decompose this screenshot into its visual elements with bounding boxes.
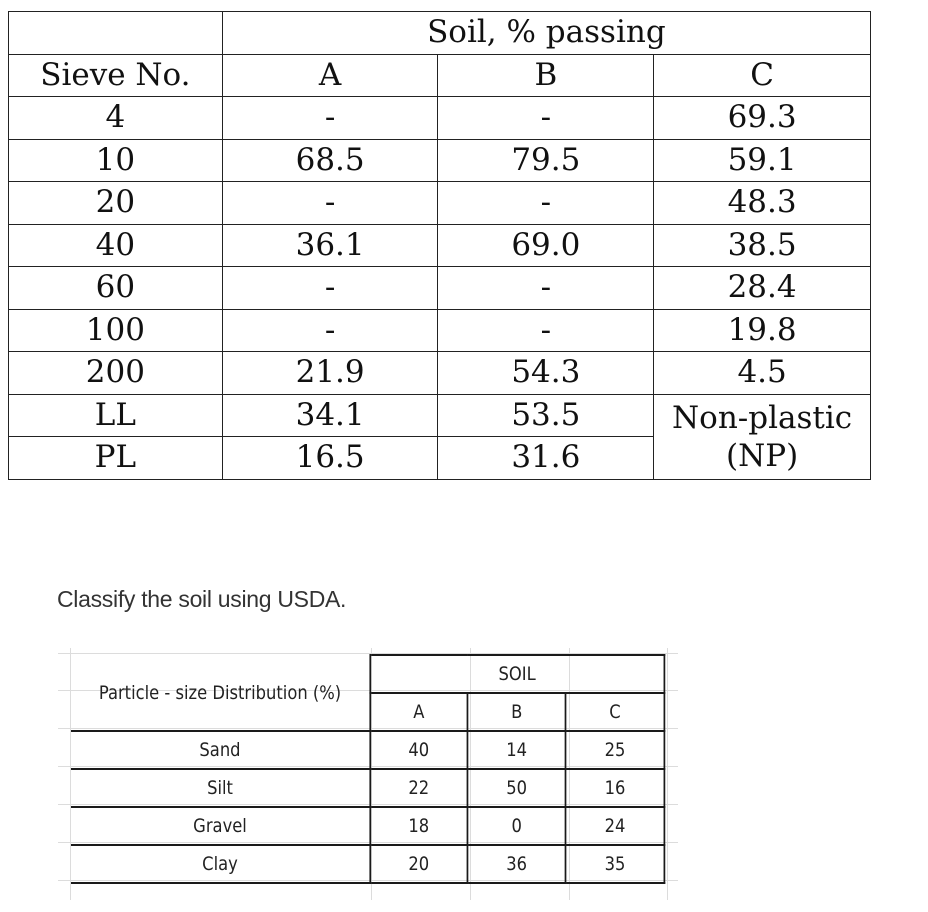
soil-c-header: C [566,693,665,731]
soil-b-header: B [468,693,566,731]
soil-a-header: A [222,54,438,97]
table-row [71,845,664,883]
table-row [71,731,664,769]
non-plastic-cell [654,394,871,479]
value-cell: 35 [566,845,665,883]
table-header-row [9,12,871,55]
value-cell: 48.3 [654,182,871,225]
question-text: Classify the soil using USDA. [57,586,347,612]
value-cell: 50 [468,769,566,807]
sieve-analysis-table [8,11,871,480]
value-cell: 25 [566,731,665,769]
sieve-cell: 4 [9,97,223,140]
sieve-cell: 60 [9,267,223,310]
np-line-2: (NP) [726,437,799,474]
fraction-label: Gravel [71,807,370,845]
value-cell: - [438,309,654,352]
soil-a-header: A [370,693,468,731]
value-cell: 59.1 [654,139,871,182]
table-row [71,807,664,845]
sieve-cell: 200 [9,352,223,395]
soil-c-header: C [654,54,871,97]
value-cell: - [438,97,654,140]
table-header-row [71,655,664,693]
table-row [9,309,871,352]
value-cell: 14 [468,731,566,769]
soil-passing-header: Soil, % passing [222,12,870,55]
value-cell: 69.0 [438,224,654,267]
sieve-no-header: Sieve No. [9,54,223,97]
table-row [9,267,871,310]
sieve-cell: 20 [9,182,223,225]
empty-corner-cell [9,12,223,55]
value-cell: 53.5 [438,394,654,437]
value-cell: 4.5 [654,352,871,395]
value-cell: - [438,182,654,225]
grid-line [667,648,668,900]
value-cell: 79.5 [438,139,654,182]
value-cell: 31.6 [438,437,654,480]
value-cell: 22 [370,769,468,807]
value-cell: - [222,267,438,310]
table-row [9,394,871,437]
value-cell: 40 [370,731,468,769]
value-cell: - [222,309,438,352]
ll-label: LL [9,394,223,437]
pl-label: PL [9,437,223,480]
value-cell: 16.5 [222,437,438,480]
table-row [9,97,871,140]
soil-group-header: SOIL [370,655,665,693]
table-row [9,352,871,395]
value-cell: 36.1 [222,224,438,267]
value-cell: 24 [566,807,665,845]
value-cell: 19.8 [654,309,871,352]
value-cell: 18 [370,807,468,845]
table-header-row [9,54,871,97]
value-cell: 54.3 [438,352,654,395]
fraction-label: Clay [71,845,370,883]
sieve-cell: 40 [9,224,223,267]
value-cell: 36 [468,845,566,883]
particle-size-table [71,654,665,884]
value-cell: 16 [566,769,665,807]
value-cell: 28.4 [654,267,871,310]
value-cell: 0 [468,807,566,845]
table-row [9,182,871,225]
value-cell: 34.1 [222,394,438,437]
value-cell: 38.5 [654,224,871,267]
particle-size-header: Particle - size Distribution (%) [71,655,370,731]
sieve-cell: 100 [9,309,223,352]
value-cell: - [222,97,438,140]
table-row [71,769,664,807]
value-cell: 21.9 [222,352,438,395]
table-row [9,139,871,182]
sieve-cell: 10 [9,139,223,182]
fraction-label: Sand [71,731,370,769]
value-cell: 69.3 [654,97,871,140]
table-row [9,224,871,267]
value-cell: - [438,267,654,310]
fraction-label: Silt [71,769,370,807]
value-cell: 68.5 [222,139,438,182]
soil-b-header: B [438,54,654,97]
np-line-1: Non-plastic [672,399,853,436]
value-cell: 20 [370,845,468,883]
value-cell: - [222,182,438,225]
particle-size-sheet [58,648,678,900]
